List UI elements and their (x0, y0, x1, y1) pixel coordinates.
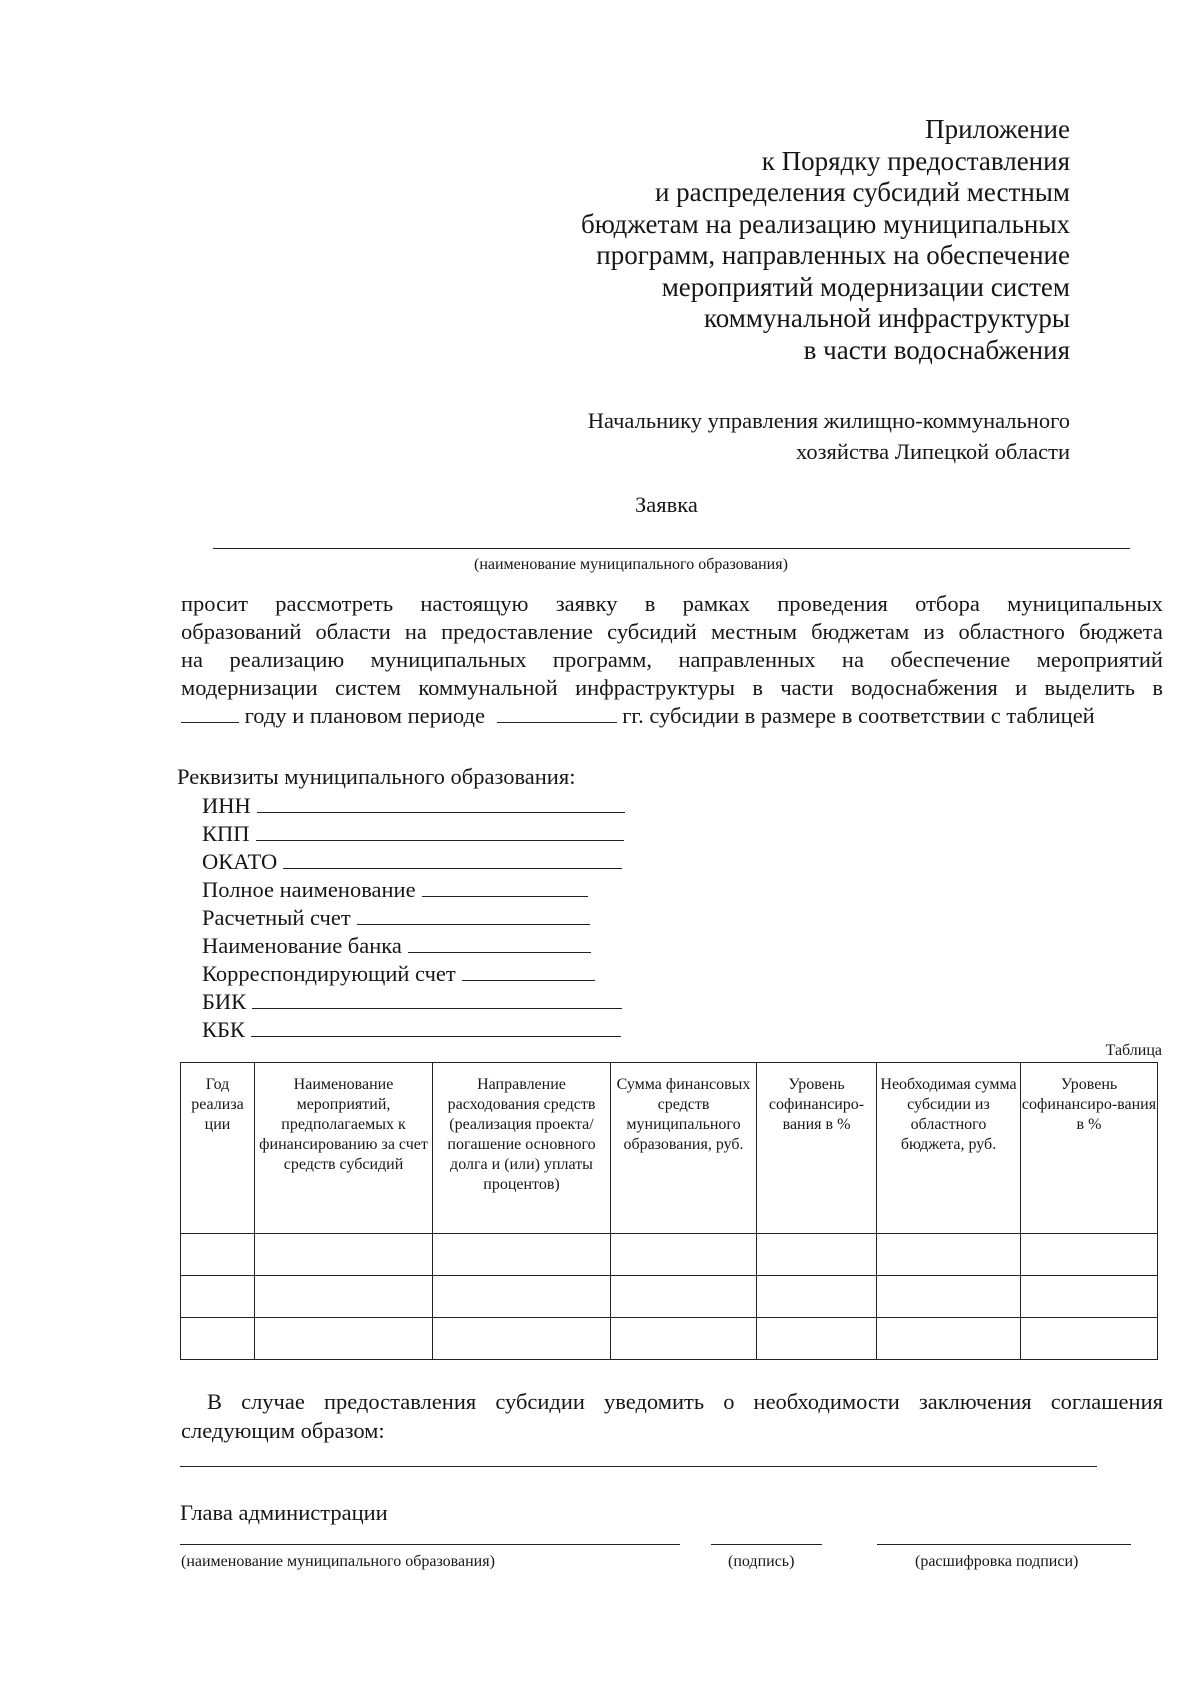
request-line (181, 618, 1163, 646)
requisite-bank-name (202, 933, 591, 959)
table-cell[interactable] (611, 1276, 757, 1318)
requisite-kpp (202, 821, 624, 847)
signature-line[interactable] (711, 1544, 822, 1545)
requisite-kbk (202, 1017, 621, 1043)
word: на (404, 619, 427, 644)
requisite-corr-account (202, 961, 595, 987)
table-cell[interactable] (611, 1234, 757, 1276)
year-blank[interactable] (181, 703, 239, 723)
word: в (644, 591, 656, 616)
appendix-line: и распределения субсидий местным (654, 177, 1070, 207)
word: настоящую (420, 591, 529, 616)
table-cell[interactable] (611, 1318, 757, 1360)
table-row (181, 1318, 1158, 1360)
table-cell[interactable] (757, 1234, 877, 1276)
request-text-year: году и плановом периоде (244, 703, 485, 728)
closing-line (181, 1387, 1163, 1416)
request-text-subsidy: гг. субсидии в размере в соответствии с таблицей (622, 703, 1095, 728)
word: обеспечение (890, 647, 1011, 672)
requisite-label: БИК (202, 989, 247, 1014)
appendix-header (510, 114, 1070, 366)
col-direction: Направление расходования средств (реализация проекта/погашение основного долга и (или) уплаты процентов) (433, 1063, 611, 1234)
requisite-bik (202, 989, 622, 1015)
table-cell[interactable] (757, 1318, 877, 1360)
signature-municipality-line[interactable] (180, 1544, 680, 1545)
signature-caption: (подпись) (728, 1553, 795, 1570)
bank-name-field[interactable] (408, 934, 591, 953)
appendix-line: в части водоснабжения (803, 334, 1070, 365)
table-cell[interactable] (433, 1234, 611, 1276)
word: субсидии (495, 1389, 585, 1414)
table-cell[interactable] (181, 1234, 255, 1276)
requisite-inn (202, 793, 625, 819)
word: бюджета (1078, 619, 1163, 644)
word: муниципальных (370, 647, 527, 672)
requisite-label: Наименование банка (202, 933, 402, 958)
word: реализацию (229, 647, 345, 672)
word: предоставление (441, 619, 593, 644)
word: водоснабжения (850, 675, 998, 700)
table-cell[interactable] (877, 1276, 1021, 1318)
appendix-line: Приложение (925, 114, 1070, 144)
appendix-line: бюджетам на реализацию муниципальных (580, 208, 1070, 239)
table-cell[interactable] (757, 1276, 877, 1318)
word: уведомить (604, 1389, 705, 1414)
kbk-field[interactable] (251, 1018, 621, 1037)
word: в (1152, 675, 1163, 700)
signature-decoding-line[interactable] (877, 1544, 1131, 1545)
head-of-administration: Глава администрации (180, 1500, 388, 1525)
request-paragraph (181, 590, 1163, 730)
col-required-subsidy: Необходимая сумма субсидии из областного бюджета, руб. (877, 1063, 1021, 1234)
word: бюджетам (811, 619, 910, 644)
word: муниципальных (1007, 591, 1163, 616)
requisite-label: Расчетный счет (202, 905, 351, 930)
word: предоставления (323, 1389, 477, 1414)
table-cell[interactable] (181, 1276, 255, 1318)
addressee (450, 405, 1070, 467)
word: из (923, 619, 945, 644)
word: на (181, 647, 204, 672)
planning-period-blank[interactable] (497, 703, 617, 723)
requisite-account (202, 905, 590, 931)
table-row (181, 1276, 1158, 1318)
word: выделить (1044, 675, 1135, 700)
request-line (181, 590, 1163, 618)
word: части (780, 675, 834, 700)
requisite-label: Полное наименование (202, 877, 416, 902)
word: заключения (918, 1389, 1032, 1414)
word: заявку (555, 591, 618, 616)
word: необходимости (753, 1389, 900, 1414)
word: субсидий (607, 619, 697, 644)
okato-field[interactable] (283, 850, 622, 869)
table-cell[interactable] (1021, 1318, 1158, 1360)
word: программ, (552, 647, 653, 672)
signature-decoding-caption: (расшифровка подписи) (915, 1553, 1079, 1570)
word: направленных (678, 647, 816, 672)
subsidy-table (180, 1062, 1158, 1360)
word: на (841, 647, 864, 672)
municipality-name-caption: (наименование муниципального образования) (474, 556, 788, 573)
municipality-name-line[interactable] (213, 548, 1130, 549)
word: местным (710, 619, 797, 644)
table-cell[interactable] (877, 1234, 1021, 1276)
inn-field[interactable] (257, 794, 625, 813)
word: модернизации (181, 675, 318, 700)
requisite-label: Корреспондирующий счет (202, 961, 456, 986)
signature-municipality-caption: (наименование муниципального образования) (181, 1553, 495, 1570)
requisites-heading: Реквизиты муниципального образования: (177, 764, 576, 789)
col-year: Год реализа ции (181, 1063, 255, 1234)
agreement-method-line[interactable] (180, 1466, 1097, 1467)
word: систем (334, 675, 402, 700)
requisite-label: КПП (202, 821, 250, 846)
requisite-label: ИНН (202, 793, 251, 818)
word: В (207, 1389, 223, 1414)
table-cell[interactable] (433, 1276, 611, 1318)
appendix-line: к Порядку предоставления (761, 145, 1070, 176)
word: коммунальной (418, 675, 558, 700)
requisite-label: КБК (202, 1017, 245, 1042)
word: в (752, 675, 763, 700)
col-cofinancing-level-2: Уровень софинансиро-вания в % (1021, 1063, 1158, 1234)
table-row (181, 1234, 1158, 1276)
word: соглашения (1050, 1389, 1163, 1414)
addressee-line: Начальнику управления жилищно-коммунального (587, 408, 1070, 433)
table-header-row (181, 1063, 1158, 1234)
table-cell[interactable] (433, 1318, 611, 1360)
word: рассмотреть (275, 591, 394, 616)
word: образований (181, 619, 302, 644)
bik-field[interactable] (252, 990, 622, 1009)
account-field[interactable] (357, 906, 590, 925)
word: инфраструктуры (575, 675, 736, 700)
requisite-okato (202, 849, 622, 875)
document-title: Заявка (635, 492, 698, 517)
table-cell[interactable] (877, 1318, 1021, 1360)
table-cell[interactable] (255, 1318, 433, 1360)
word: области (315, 619, 391, 644)
request-line (181, 646, 1163, 674)
requisite-label: ОКАТО (202, 849, 278, 874)
word: рамках (682, 591, 750, 616)
table-cell[interactable] (255, 1234, 433, 1276)
word: случае (241, 1389, 305, 1414)
col-cofinancing-level: Уровень софинансиро-вания в % (757, 1063, 877, 1234)
closing-line: следующим образом: (181, 1418, 385, 1443)
word: и (1015, 675, 1028, 700)
table-label: Таблица (1105, 1042, 1162, 1059)
requisite-full-name (202, 877, 588, 903)
full-name-field[interactable] (422, 878, 588, 897)
word: проведения (777, 591, 888, 616)
table-cell[interactable] (1021, 1234, 1158, 1276)
appendix-line: коммунальной инфраструктуры (704, 303, 1070, 333)
word: мероприятий (1036, 647, 1163, 672)
appendix-line: программ, направленных на обеспечение (596, 240, 1070, 270)
col-measures: Наименование мероприятий, предполагаемых к финансированию за счет средств субсидий (255, 1063, 433, 1234)
table-cell[interactable] (181, 1318, 255, 1360)
word: о (723, 1389, 735, 1414)
word: просит (181, 591, 248, 616)
addressee-line: хозяйства Липецкой области (796, 439, 1070, 464)
request-line (181, 702, 1163, 730)
col-municipal-funds: Сумма финансовых средств муниципального образования, руб. (611, 1063, 757, 1234)
table-cell[interactable] (1021, 1276, 1158, 1318)
table-cell[interactable] (255, 1276, 433, 1318)
kpp-field[interactable] (256, 822, 624, 841)
request-line (181, 674, 1163, 702)
closing-paragraph (181, 1387, 1163, 1445)
word: отбора (915, 591, 980, 616)
corr-account-field[interactable] (462, 962, 595, 981)
word: областного (958, 619, 1065, 644)
appendix-line: мероприятий модернизации систем (661, 271, 1070, 302)
